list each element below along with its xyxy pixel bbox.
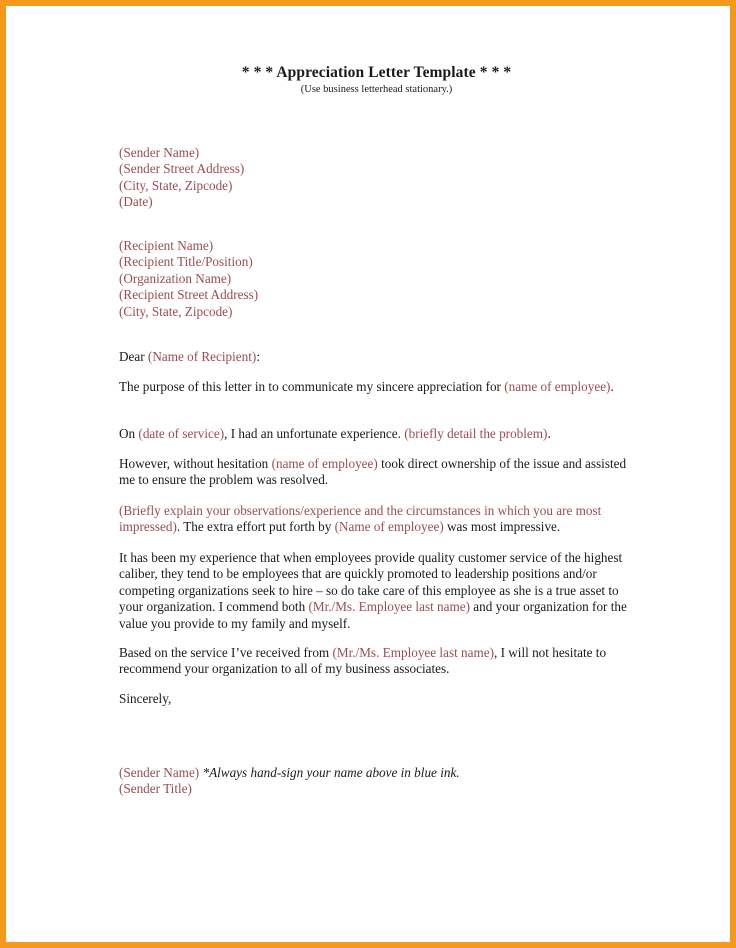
signature-note: *Always hand-sign your name above in blue ink. (199, 765, 460, 780)
observations-placeholder: (Briefly explain your observations/experience and the circumstances in which you are most impressed) (119, 503, 602, 535)
signature-block (119, 765, 460, 798)
employee-placeholder: (name of employee) (504, 379, 611, 394)
letter-subtitle: (Use business letterhead stationary.) (300, 84, 453, 95)
recipient-city: (City, State, Zipcode) (119, 303, 233, 319)
employee-placeholder: (name of employee) (271, 456, 378, 471)
salutation-placeholder: (Name of Recipient) (147, 349, 257, 364)
paragraph-commendation: It has been my experience that when employees provide quality customer service of the highest caliber, they tend to be employees that are quickly promoted to leadership positions and/or competing organizations seek to hire – so do take care of this employee as she is a true asset to your organization. I commend both (Mr./Ms. Employee last name) and your organization for the value you provide to my family and myself. (119, 550, 627, 631)
recipient-org: (Organization Name) (119, 270, 232, 286)
employee-lastname-placeholder: (Mr./Ms. Employee last name) (332, 645, 494, 660)
paragraph-experience: On (date of service), I had an unfortunate experience. (briefly detail the problem). (119, 426, 551, 441)
sender-city: (City, State, Zipcode) (119, 177, 233, 193)
signature-name: (Sender Name) (119, 765, 200, 780)
recipient-street: (Recipient Street Address) (119, 287, 259, 303)
recipient-block (119, 238, 258, 320)
paragraph-purpose: The purpose of this letter in to communicate my sincere appreciation for (name of employee). (119, 379, 614, 394)
sender-date: (Date) (119, 194, 153, 210)
sender-street: (Sender Street Address) (119, 161, 245, 177)
sender-name: (Sender Name) (119, 145, 200, 160)
date-placeholder: (date of service) (138, 426, 225, 441)
closing: Sincerely, (119, 691, 172, 706)
recipient-name: (Recipient Name) (119, 238, 214, 253)
recipient-title: (Recipient Title/Position) (119, 254, 253, 270)
paragraph-ownership: However, without hesitation (name of employee) took direct ownership of the issue and assisted me to ensure the problem was resolved. (119, 456, 627, 488)
problem-placeholder: (briefly detail the problem) (404, 426, 548, 441)
employee-lastname-placeholder: (Mr./Ms. Employee last name) (308, 599, 470, 615)
paragraph-recommend: Based on the service I’ve received from (Mr./Ms. Employee last name), I will not hesitate to recommend your organization to all of my business associates. (119, 645, 607, 677)
paragraph-observations: (Briefly explain your observations/experience and the circumstances in which you are most impressed). The extra effort put forth by (Name of employee) was most impressive. (119, 503, 602, 535)
sender-block (119, 145, 244, 211)
letter-title: * * * Appreciation Letter Template * * * (241, 64, 512, 81)
employee-placeholder: (Name of employee) (334, 519, 444, 535)
salutation: Dear (Name of Recipient): (119, 349, 260, 364)
signature-title: (Sender Title) (119, 781, 192, 797)
